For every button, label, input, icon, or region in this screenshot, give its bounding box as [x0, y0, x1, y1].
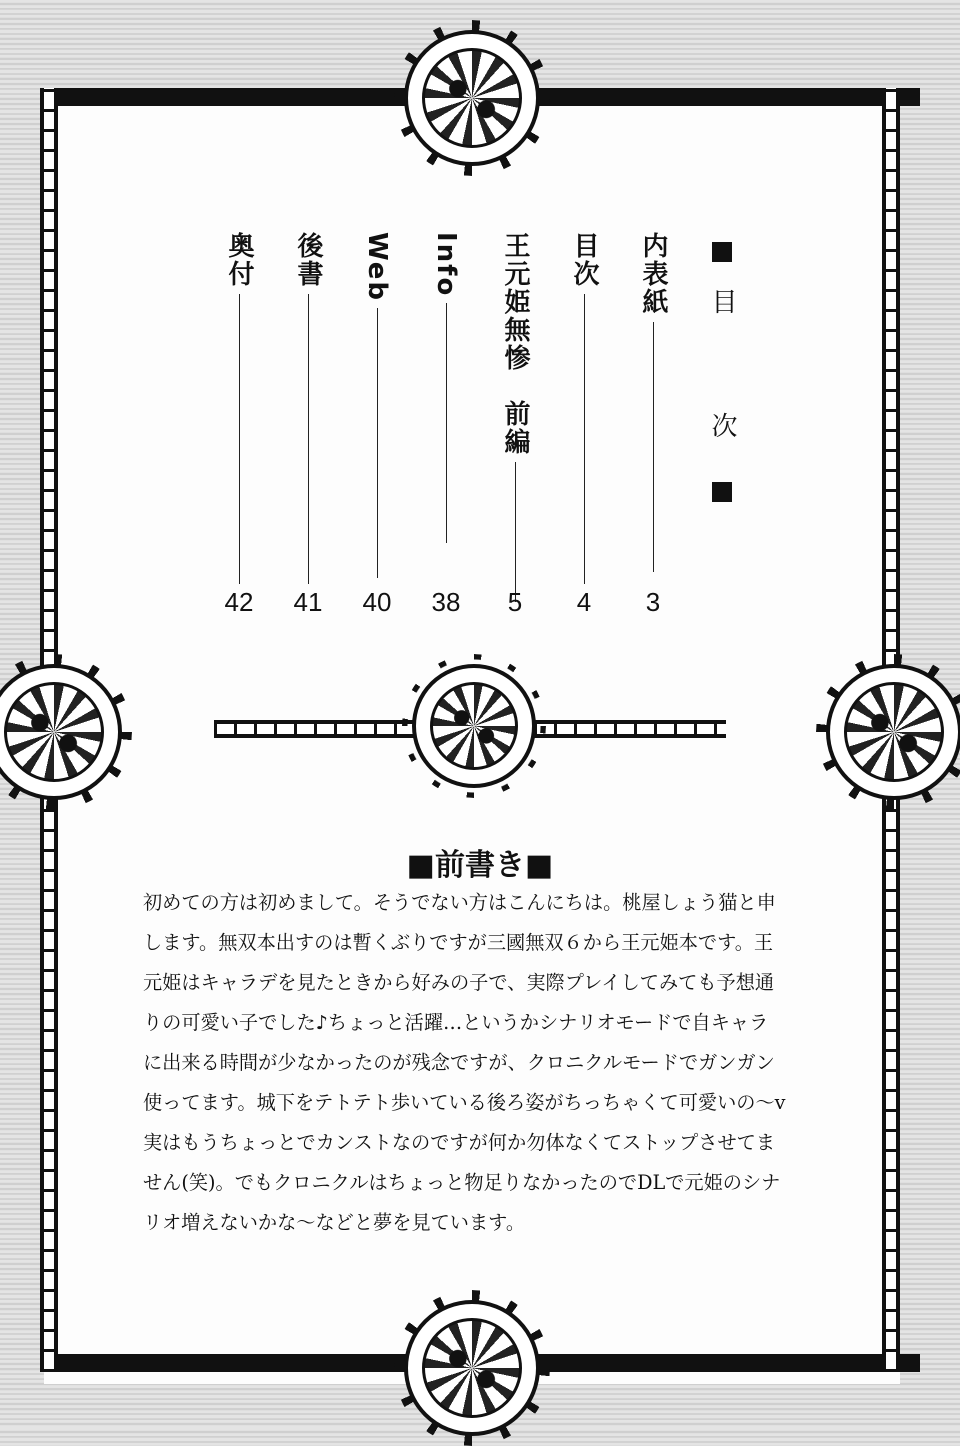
- toc-entry: [495, 232, 535, 617]
- toc-entry: [219, 232, 259, 617]
- toc-entry-title: 王元姫無惨 前編: [500, 232, 530, 456]
- foreword-line: せん(笑)。でもクロニクルはちょっと物足りなかったのでDLで元姫のシナ: [143, 1171, 781, 1194]
- leader-line: [584, 294, 585, 584]
- toc-entry-title: 奥付: [224, 232, 254, 288]
- leader-line: [239, 294, 240, 584]
- phoenix-medallion-icon: [0, 664, 122, 800]
- toc-entry-page: 38: [431, 587, 461, 617]
- toc-entry-page: 4: [576, 587, 592, 617]
- toc-entry-title: Info: [431, 232, 461, 298]
- leader-line: [446, 303, 447, 543]
- foreword-line: 使ってます。城下をテトテト歩いている後ろ姿がちっちゃくて可愛いの～v: [143, 1091, 786, 1114]
- foreword-line: 初めての方は初めまして。そうでない方はこんにちは。桃屋しょう猫と申: [143, 891, 776, 914]
- toc-entry-title: 内表紙: [638, 232, 668, 316]
- phoenix-medallion-icon: [404, 1300, 540, 1436]
- foreword-line: します。無双本出すのは暫くぶりですが三國無双６から王元姫本です。王: [143, 931, 774, 954]
- foreword-title: ■前書き■: [406, 848, 554, 883]
- leader-line: [308, 294, 309, 584]
- foreword-line: リオ増えないかな～などと夢を見ています。: [143, 1211, 526, 1234]
- toc-entry-page: 3: [645, 587, 661, 617]
- foreword-body: [143, 883, 815, 1243]
- toc-entry-page: 5: [507, 587, 523, 617]
- toc-heading: [700, 242, 744, 502]
- square-marker-icon: [712, 242, 732, 262]
- foreword-line: りの可愛い子でした♪ちょっと活躍…というかシナリオモードで自キャラ: [143, 1011, 769, 1034]
- toc-entry-title: 後書: [293, 232, 323, 288]
- toc-entry: [357, 232, 397, 617]
- toc-entry-page: 41: [293, 587, 323, 617]
- foreword-line: 元姫はキャラデを見たときから好みの子で、実際プレイしてみても予想通: [143, 971, 775, 994]
- toc-entry-title: 目次: [569, 232, 599, 288]
- toc-entry-title: Web: [362, 232, 392, 302]
- phoenix-medallion-icon: [826, 664, 960, 800]
- toc-entry: [564, 232, 604, 617]
- square-marker-icon: [712, 482, 732, 502]
- foreword-line: 実はもうちょっとでカンストなのですが何か勿体なくてストップさせてま: [143, 1131, 776, 1154]
- phoenix-medallion-icon: [412, 664, 536, 788]
- leader-line: [653, 322, 654, 572]
- toc-entry: [288, 232, 328, 617]
- table-of-contents: [200, 232, 760, 632]
- toc-entry: [426, 232, 466, 617]
- toc-entry-page: 42: [224, 587, 254, 617]
- leader-line: [377, 308, 378, 578]
- toc-entry-page: 40: [362, 587, 392, 617]
- toc-entry: [633, 232, 673, 617]
- foreword-line: に出来る時間が少なかったのが残念ですが、クロニクルモードでガンガン: [143, 1051, 775, 1074]
- toc-heading-text: 目 次: [707, 288, 737, 474]
- leader-line: [515, 462, 516, 602]
- phoenix-medallion-icon: [404, 30, 540, 166]
